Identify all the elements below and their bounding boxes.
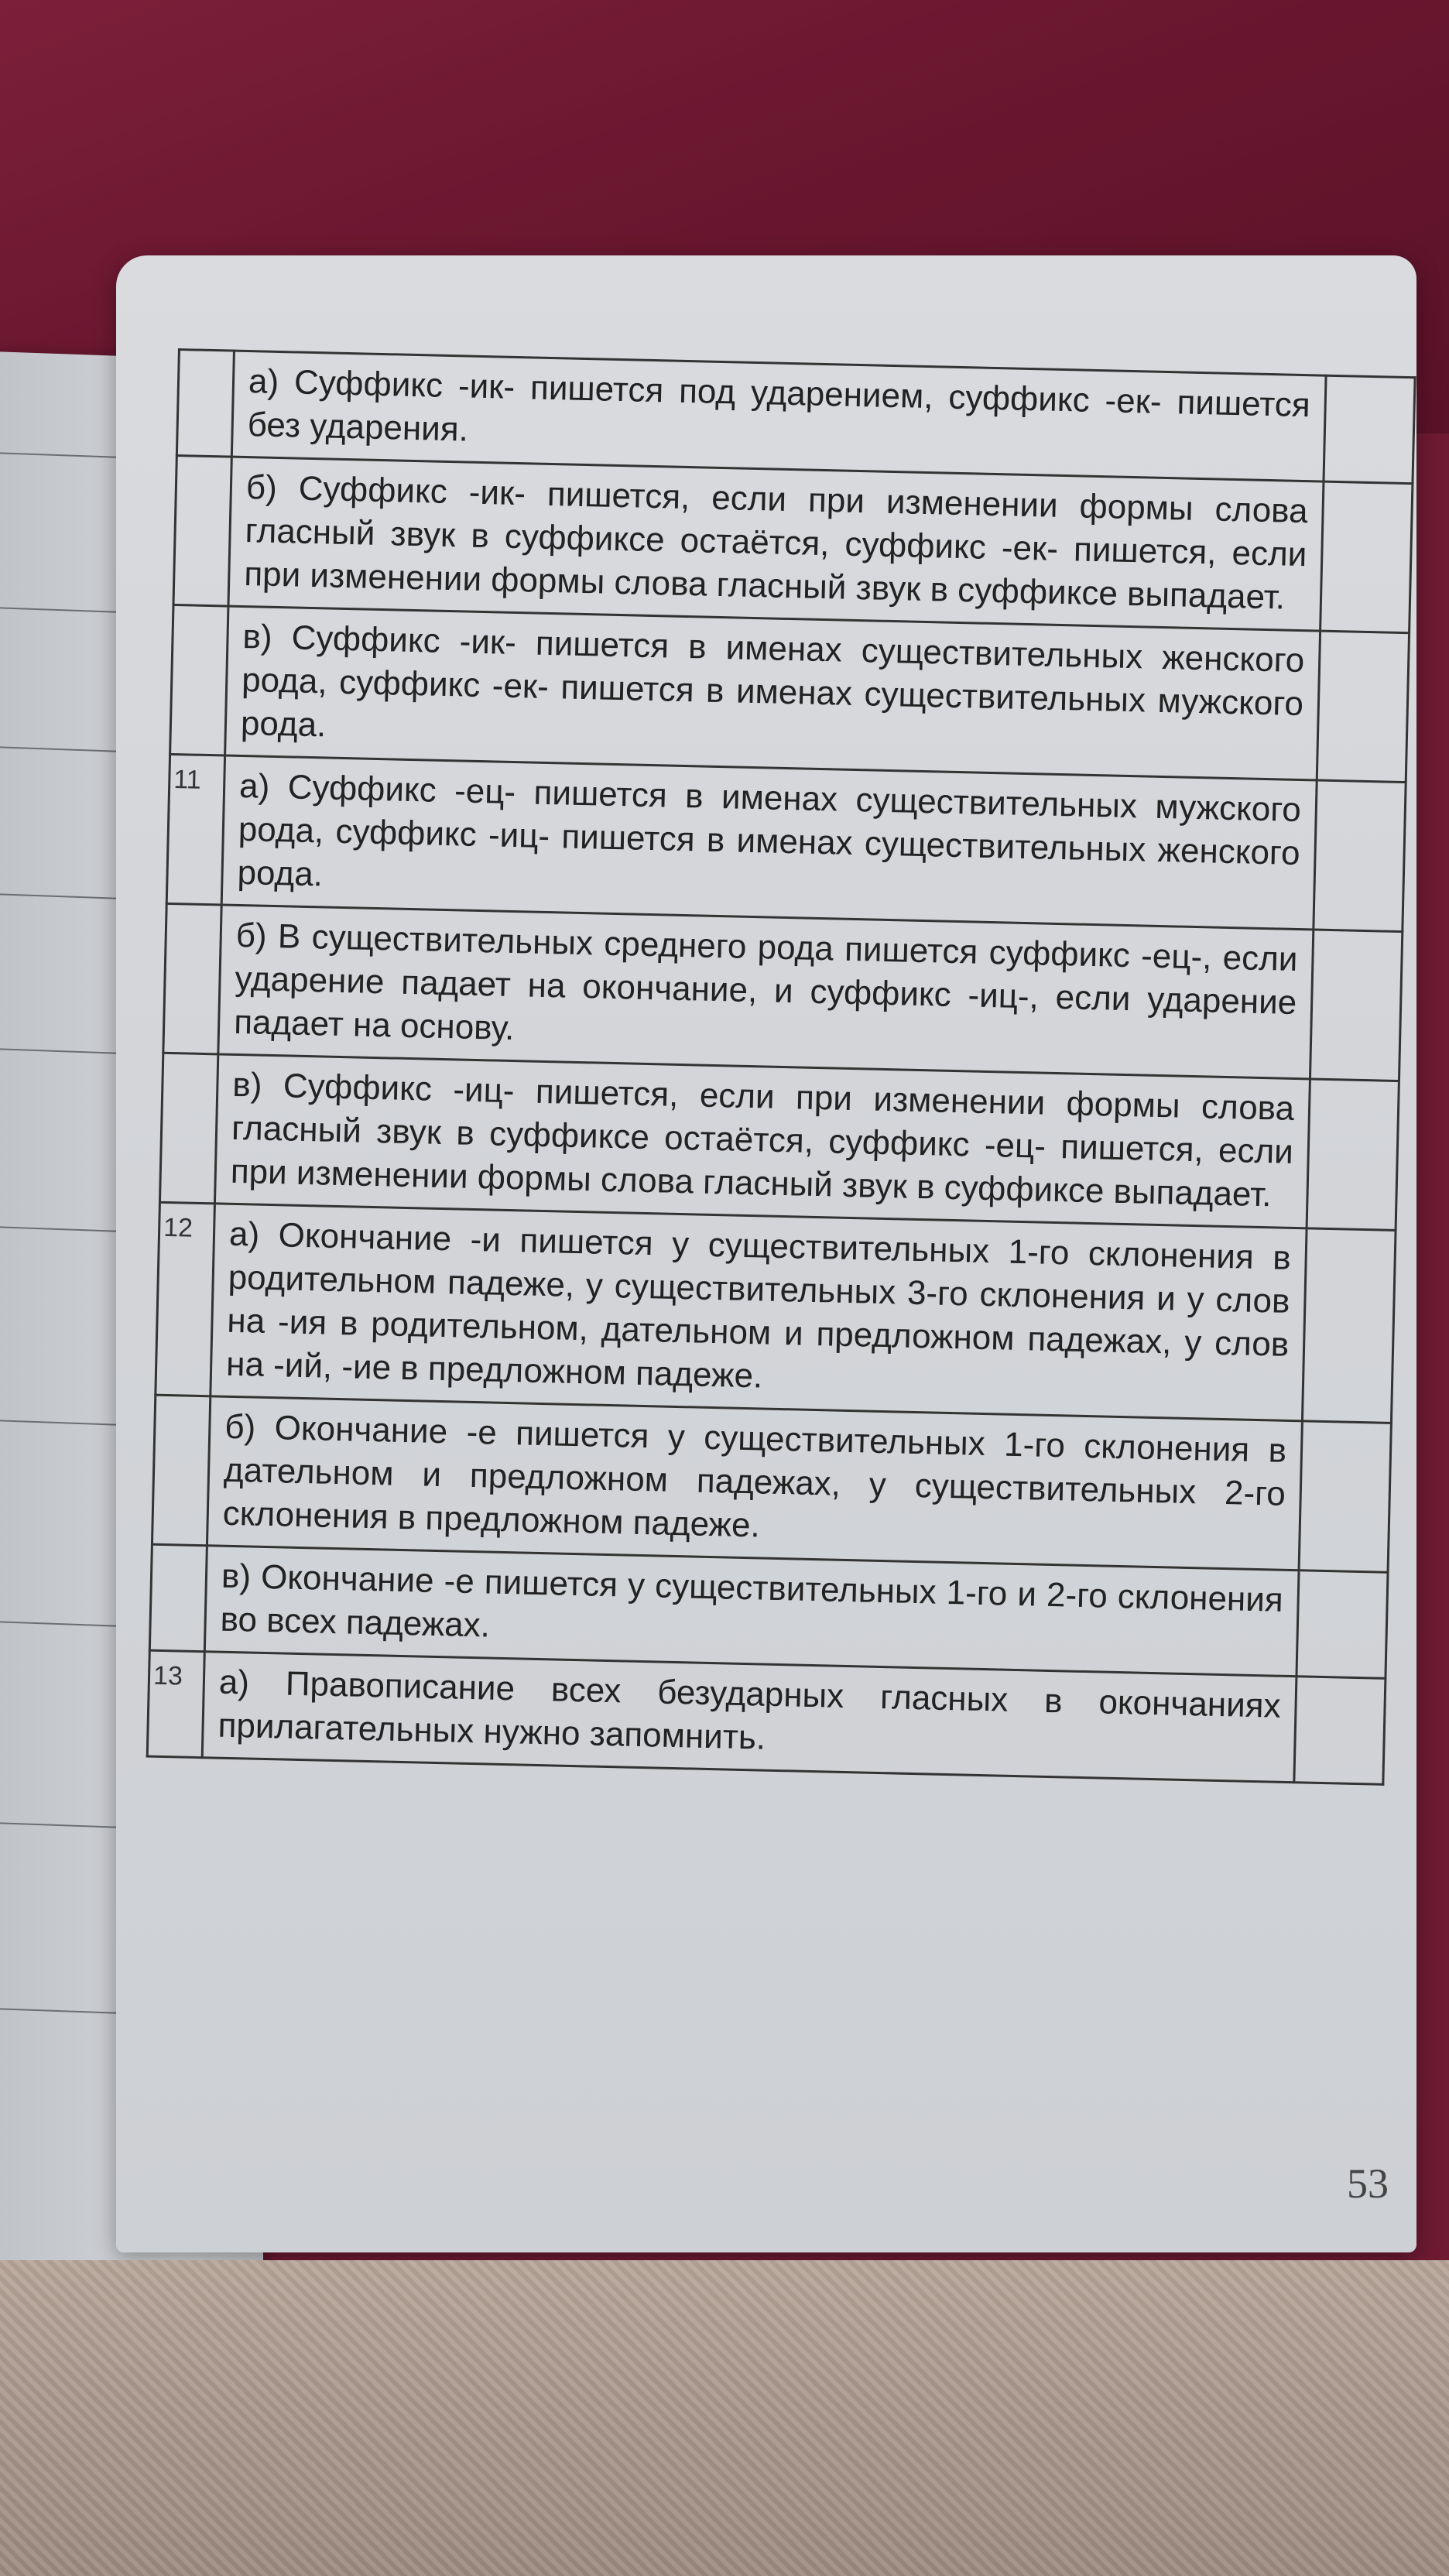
answer-option-text: а) Окончание -и пишется у существительных 1-го склонения в родительном падеже, у существительных 3-го склонения и у слов на -ия в родительном, дательном и предложном падежах, у слов на -ий, -ие в предложном падеже. (211, 1204, 1307, 1421)
answer-option-text: б) В существительных среднего рода пишется суффикс -ец-, если ударение падает на окончание, и суффикс -иц-, если ударение падает на основу. (218, 905, 1314, 1079)
answer-option-text: в) Суффикс -ик- пишется в именах существительных женского рода, суффикс -ек- пишется в именах существительных мужского рода. (225, 606, 1321, 780)
answer-option-text: а) Суффикс -ик- пишется под ударением, суффикс -ек- пишется без ударения. (231, 351, 1326, 481)
answer-option-text: б) Суффикс -ик- пишется, если при изменении формы слова гласный звук в суффиксе остаётся, суффикс -ек- пишется, если при изменении формы слова гласный звук в суффиксе выпадает. (228, 457, 1324, 631)
answer-checkbox-cell[interactable] (1297, 1571, 1388, 1679)
answer-checkbox-cell[interactable] (1307, 1079, 1399, 1231)
answer-checkbox-cell[interactable] (1294, 1677, 1386, 1785)
task-number (163, 903, 221, 1054)
task-number (159, 1053, 218, 1204)
table-row (156, 1202, 1396, 1423)
table-row (163, 903, 1403, 1081)
task-number (173, 455, 231, 606)
task-number (176, 350, 234, 457)
table-row (152, 1395, 1391, 1572)
task-number (152, 1395, 210, 1546)
answer-checkbox-cell[interactable] (1317, 631, 1409, 783)
table-row (166, 754, 1406, 931)
task-number (170, 605, 228, 755)
table-row (159, 1053, 1399, 1230)
table-row (173, 455, 1413, 632)
task-number: 13 (147, 1650, 204, 1758)
workbook-page (116, 255, 1416, 2252)
answer-option-text: б) Окончание -е пишется у существительных 1-го склонения в дательном и предложном падежах, у существительных 2-го склонения в предложном падеже. (207, 1396, 1302, 1571)
answer-checkbox-cell[interactable] (1299, 1421, 1391, 1573)
answer-checkbox-cell[interactable] (1324, 375, 1415, 484)
answer-checkbox-cell[interactable] (1321, 481, 1413, 633)
task-number (149, 1544, 207, 1652)
answer-checkbox-cell[interactable] (1314, 780, 1406, 932)
task-number: 12 (156, 1202, 215, 1396)
answer-option-text: в) Суффикс -иц- пишется, если при изменении формы слова гласный звук в суффиксе остаётся, суффикс -ец- пишется, если при изменении формы слова гласный звук в суффиксе выпадает. (214, 1054, 1310, 1228)
table-row (170, 605, 1410, 782)
task-number: 11 (166, 754, 224, 905)
answer-option-text: а) Суффикс -ец- пишется в именах существительных мужского рода, суффикс -иц- пишется в именах существительных женского рода. (221, 755, 1317, 930)
answer-checkbox-cell[interactable] (1310, 930, 1402, 1081)
page-number: 53 (1347, 2160, 1389, 2207)
answer-option-text: в) Окончание -е пишется у существительных 1-го и 2-го склонения во всех падежах. (204, 1546, 1299, 1677)
answer-table (146, 348, 1416, 1786)
background-fabric-bottom (0, 2260, 1449, 2576)
answer-option-text: а) Правописание всех безударных гласных в окончаниях прилагательных нужно запомнить. (202, 1652, 1297, 1783)
answer-checkbox-cell[interactable] (1302, 1228, 1396, 1423)
